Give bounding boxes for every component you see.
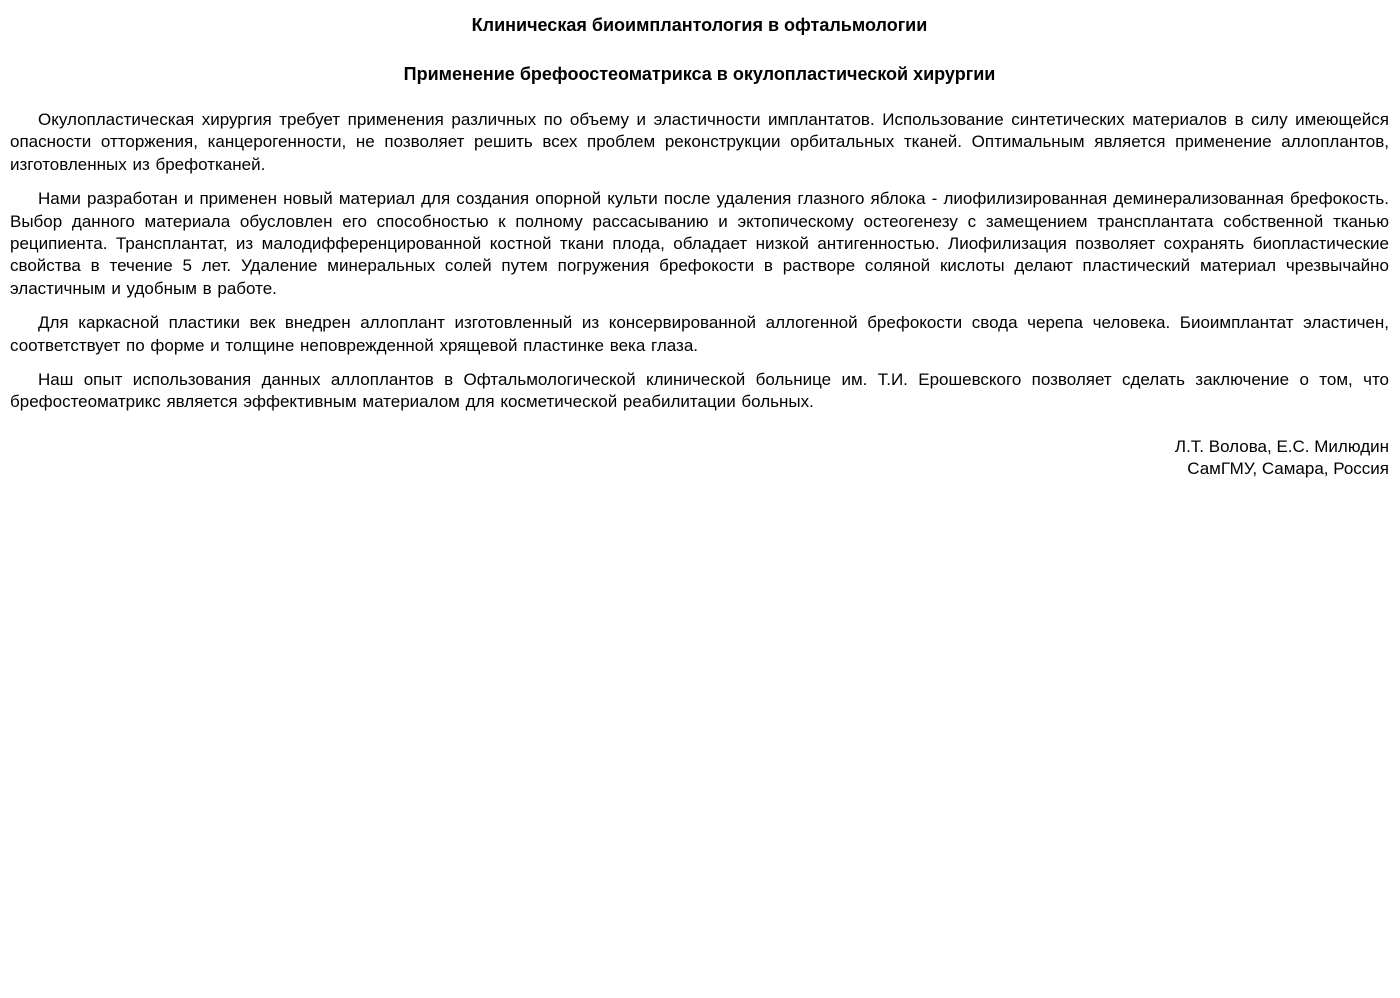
signature-block [10,436,1389,481]
document-subtitle: Применение брефоостеоматрикса в окулопластической хирургии [403,64,996,84]
paragraph-new-material: Нами разработан и применен новый материал для создания опорной культи после удаления глазного яблока - лиофилизированная деминерализованная брефокость. Выбор данного материала обусловлен его способностью к полному рассасыванию и эктопическому остеогенезу с замещением трансплантата собственной тканью реципиента. Трансплантат, из малодифференцированной костной ткани плода, обладает низкой антигенностью. Лиофилизация позволяет сохранять биопластические свойства в течение 5 лет. Удаление минеральных солей путем погружения брефокости в растворе соляной кислоты делают пластический материал чрезвычайно эластичным и удобным в работе. [10,189,1389,298]
signature-authors: Л.Т. Волова, Е.С. Милюдин [1174,436,1389,456]
document-title: Клиническая биоимплантология в офтальмологии [471,15,928,35]
paragraph-eyelid-plasty: Для каркасной пластики век внедрен аллоплант изготовленный из консервированной аллогенной брефокости свода черепа человека. Биоимплантат эластичен, соответствует по форме и толщине неповрежденной хрящевой пластинке века глаза. [10,313,1389,355]
paragraph-conclusion: Наш опыт использования данных аллоплантов в Офтальмологической клинической больнице им. Т.И. Ерошевского позволяет сделать заключение о том, что брефостеоматрикс является эффективным материалом для косметической реабилитации больных. [10,370,1389,412]
signature-affiliation: СамГМУ, Самара, Россия [1187,459,1389,479]
paragraph-intro: Окулопластическая хирургия требует применения различных по объему и эластичности имплантатов. Использование синтетических материалов в силу имеющейся опасности отторжения, канцерогенности, не позволяет решить всех проблем реконструкции орбитальных тканей. Оптимальным является применение аллоплантов, изготовленных из брефотканей. [10,110,1389,174]
